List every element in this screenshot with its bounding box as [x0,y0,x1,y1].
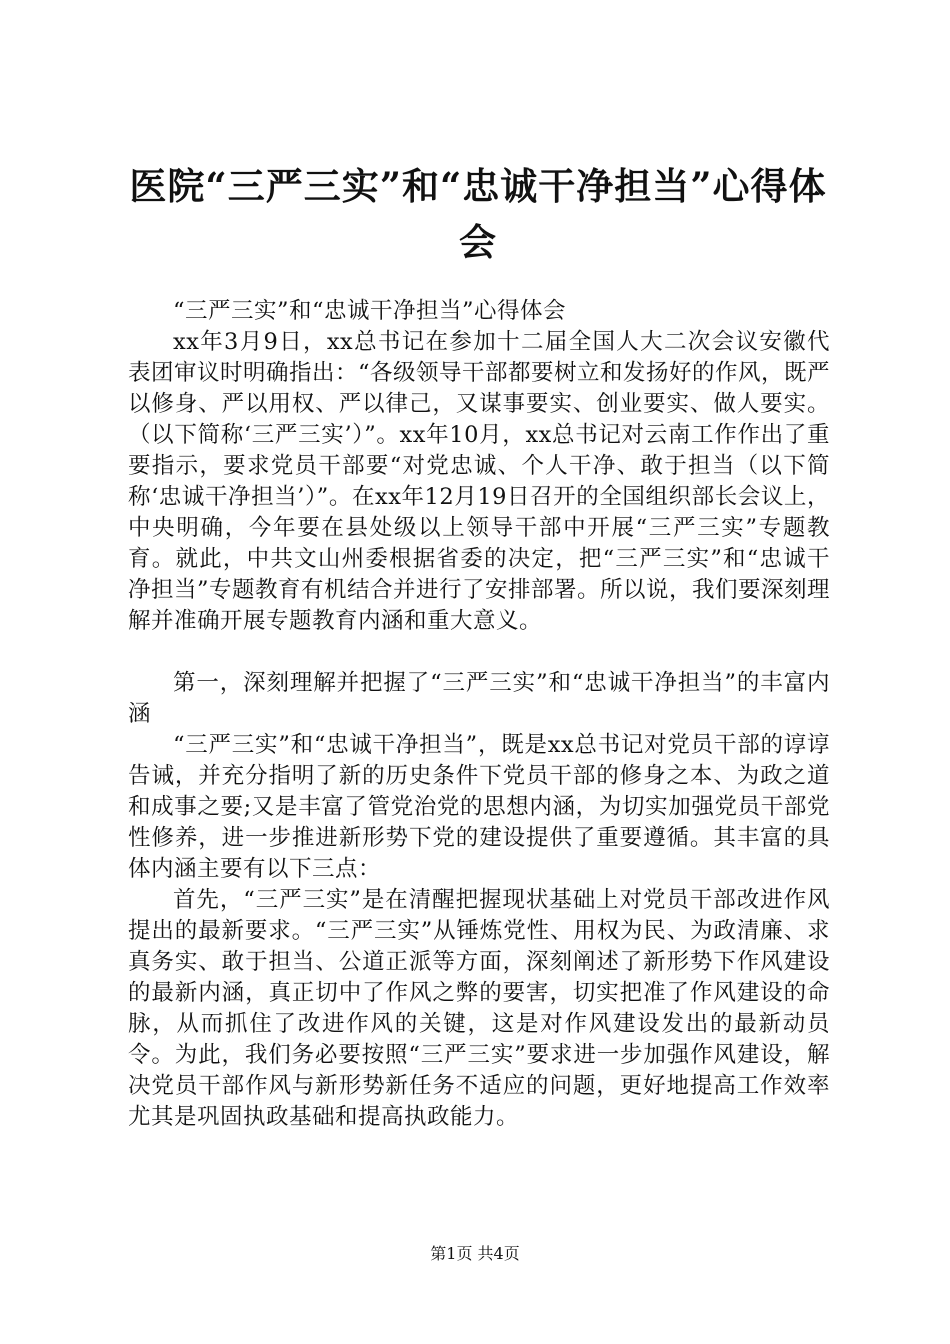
intro-paragraph: xx年3月9日，xx总书记在参加十二届全国人大二次会议安徽代表团审议时明确指出：“各级领导干部都要树立和发扬好的作风，既严以修身、严以用权、严以律己，又谋事要实、创业要实、做人要实。（以下简称‘三严三实’）”。xx年10月，xx总书记对云南工作作出了重要指示，要求党员干部要“对党忠诚、个人干净、敢于担当（以下简称‘忠诚干净担当’）”。在xx年12月19日召开的全国组织部长会议上，中央明确，今年要在县处级以上领导干部中开展“三严三实”专题教育。就此，中共文山州委根据省委的决定，把“三严三实”和“忠诚干净担当”专题教育有机结合并进行了安排部署。所以说，我们要深刻理解并准确开展专题教育内涵和重大意义。 [128,329,831,634]
body-paragraph: 首先，“三严三实”是在清醒把握现状基础上对党员干部改进作风提出的最新要求。“三严三实”从锤炼党性、用权为民、为政清廉、求真务实、敢于担当、公道正派等方面，深刻阐述了新形势下作风建设的最新内涵，真正切中了作风之弊的要害，切实把准了作风建设的命脉，从而抓住了改进作风的关键，这是对作风建设发出的最新动员令。为此，我们务必要按照“三严三实”要求进一步加强作风建设，解决党员干部作风与新形势新任务不适应的问题，更好地提高工作效率尤其是巩固执政基础和提高执政能力。 [128,887,830,1130]
section-heading-paragraph: 第一，深刻理解并把握了“三严三实”和“忠诚干净担当”的丰富内涵 [128,670,830,727]
paragraph-spacer [128,637,830,668]
subtitle-paragraph: “三严三实”和“忠诚干净担当”心得体会 [173,298,567,324]
page-footer: 第1页 共4页 [430,1244,520,1263]
body-paragraph: “三严三实”和“忠诚干净担当”，既是xx总书记对党员干部的谆谆告诫，并充分指明了新的历史条件下党员干部的修身之本、为政之道和成事之要;又是丰富了管党治党的思想内涵，为切实加强党员干部党性修养，进一步推进新形势下党的建设提供了重要遵循。其丰富的具体内涵主要有以下三点： [128,732,830,882]
document-title: 医院“三严三实”和“忠诚干净担当”心得体会 [129,164,827,264]
document-body [128,296,830,1133]
